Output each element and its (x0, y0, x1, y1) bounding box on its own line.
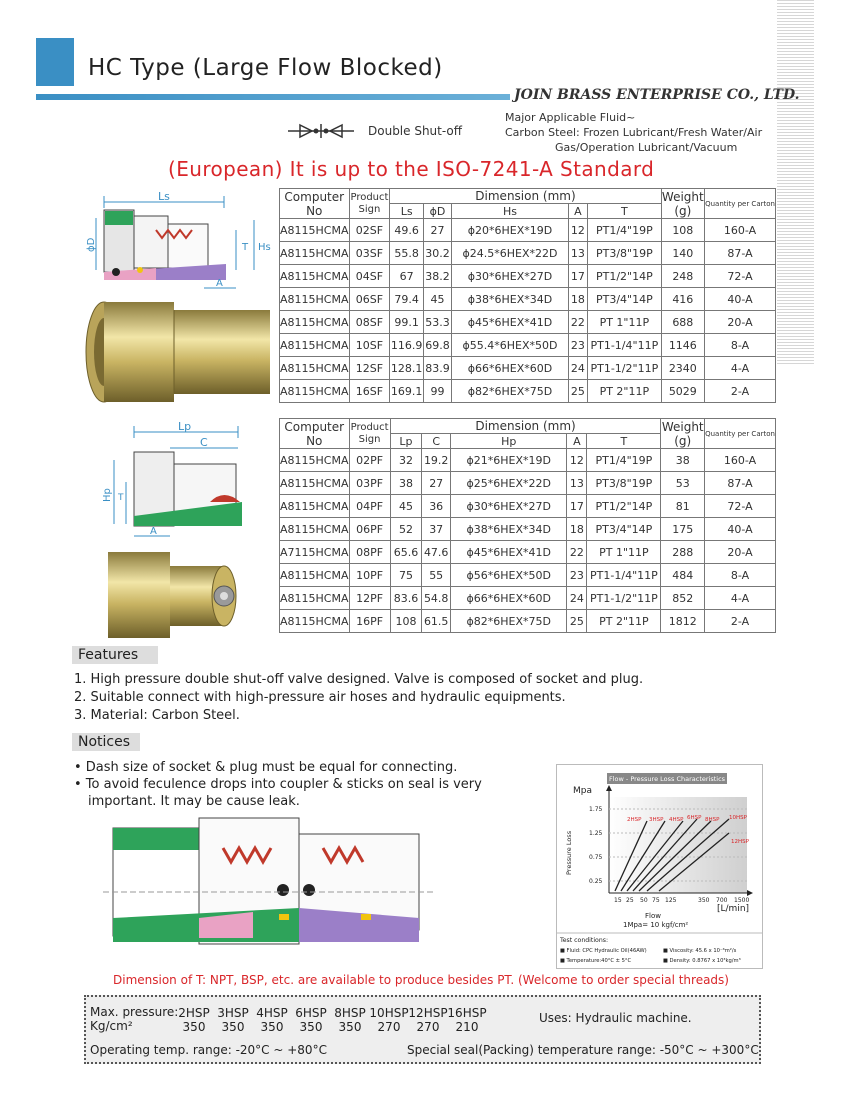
list-item: • To avoid feculence drops into coupler & sticks on seal is very important. It may be cause leak. (74, 777, 482, 809)
x-unit: [L/min] (717, 904, 750, 914)
lp-label: Lp (178, 420, 192, 433)
table-cell: 06SF (349, 288, 390, 311)
socket-photo (82, 296, 278, 408)
x-tick-label: 15 (614, 897, 622, 904)
table-row (280, 610, 776, 633)
table-row (280, 288, 776, 311)
decorative-stripe (777, 0, 814, 365)
double-shutoff-symbol-icon (286, 121, 356, 141)
notices-list (74, 759, 540, 810)
table-cell: 24 (567, 587, 587, 610)
x-tick-label: 25 (626, 897, 634, 904)
table-cell: 12SF (349, 357, 390, 380)
table-cell: ϕ20*6HEX*19D (452, 219, 568, 242)
table-cell: 13 (568, 242, 587, 265)
hs-label: Hs (258, 242, 271, 253)
pressure-value: 350 (338, 1020, 362, 1034)
size-label: 6HSP (295, 1006, 327, 1020)
table-cell: 37 (422, 518, 451, 541)
qty-header: Quantity per Carton (705, 189, 776, 219)
size-label: 12HSP (408, 1006, 448, 1020)
table-cell: 108 (661, 219, 705, 242)
table-cell: 65.6 (390, 541, 422, 564)
operating-temp: Operating temp. range: -20°C ~ +80°C (90, 1043, 327, 1057)
plug-photo (106, 548, 256, 642)
page-title: HC Type (Large Flow Blocked) (88, 55, 443, 81)
col-header: A (568, 204, 587, 219)
product-sign-header: Product Sign (349, 189, 390, 219)
table-row (280, 541, 776, 564)
table-cell: 13 (567, 472, 587, 495)
condition-item: ■ Viscosity: 45.6 x 10⁻⁶m²/s (663, 948, 737, 954)
table-cell: 87-A (705, 242, 776, 265)
size-label: 3HSP (217, 1006, 249, 1020)
condition-item: ■ Fluid: CPC Hydraulic Oil(46AW) (560, 948, 647, 954)
condition-item: ■ Density: 0.8767 x 10³kg/m³ (663, 958, 741, 964)
table-cell: 160-A (705, 449, 776, 472)
table-cell: PT 2"11P (587, 610, 661, 633)
table-cell: 5029 (661, 380, 705, 403)
x-tick-label: 350 (698, 897, 710, 904)
conditions-title: Test conditions: (560, 937, 609, 944)
col-header: ϕD (423, 204, 451, 219)
table-cell: 20-A (705, 541, 776, 564)
table-cell: ϕ21*6HEX*19D (451, 449, 567, 472)
table-cell: 30.2 (423, 242, 451, 265)
table-cell: 75 (390, 564, 422, 587)
table-cell: ϕ82*6HEX*75D (452, 380, 568, 403)
col-header: Lp (390, 434, 422, 449)
computer-no-header: Computer No (280, 419, 350, 449)
dimension-note: Dimension of T: NPT, BSP, etc. are available to produce besides PT. (Welcome to order special threads) (113, 973, 729, 987)
table-cell: 19.2 (422, 449, 451, 472)
y-tick-label: 0.75 (589, 854, 603, 861)
table-cell: ϕ24.5*6HEX*22D (452, 242, 568, 265)
y-tick-label: 1.75 (589, 806, 603, 813)
table-cell: 8-A (705, 564, 776, 587)
table-row (280, 219, 776, 242)
series-label: 2HSP (627, 817, 642, 823)
table-cell: ϕ38*6HEX*34D (451, 518, 567, 541)
chart-note: 1Mpa= 10 kgf/cm² (623, 921, 689, 929)
col-header: T (588, 204, 661, 219)
table-cell: ϕ45*6HEX*41D (452, 311, 568, 334)
table-cell: 288 (661, 541, 705, 564)
table-row (280, 357, 776, 380)
chart-title: Flow - Pressure Loss Characteristics (609, 775, 726, 783)
dimension-header: Dimension (mm) (390, 419, 661, 434)
condition-item: ■ Temperature:40°C ± 5°C (560, 958, 632, 964)
table-cell: 47.6 (422, 541, 451, 564)
table-cell: 52 (390, 518, 422, 541)
chart-canvas (557, 765, 762, 968)
table-cell: 87-A (705, 472, 776, 495)
ls-label: Ls (158, 190, 170, 203)
standard-heading: (European) It is up to the ISO-7241-A Standard (168, 157, 655, 181)
table-cell: 08SF (349, 311, 390, 334)
table-cell: PT 2"11P (588, 380, 661, 403)
table-cell: 10PF (349, 564, 390, 587)
y-unit: Mpa (573, 786, 592, 796)
table-cell: PT3/8"19P (587, 472, 661, 495)
table-cell: 4-A (705, 587, 776, 610)
table-cell: ϕ66*6HEX*60D (451, 587, 567, 610)
table-cell: A8115HCMA (280, 265, 350, 288)
t-label: T (242, 242, 249, 253)
table-cell: 83.9 (423, 357, 451, 380)
pressure-column (330, 1006, 370, 1034)
seal-temp: Special seal(Packing) temperature range: -50°C ~ +300°C (407, 1043, 759, 1057)
table-cell: PT1-1/4"11P (587, 564, 661, 587)
list-item: • Dash size of socket & plug must be equal for connecting. (74, 760, 458, 775)
table-cell: 10SF (349, 334, 390, 357)
series-label: 4HSP (669, 817, 684, 823)
title-rule (36, 94, 510, 100)
table-cell: 17 (567, 495, 587, 518)
table-cell: 2-A (705, 610, 776, 633)
pressure-value: 270 (377, 1020, 401, 1034)
pressure-column (252, 1006, 292, 1034)
table-cell: 54.8 (422, 587, 451, 610)
table-cell: 55 (422, 564, 451, 587)
max-pressure-label: Max. pressure: Kg/cm² (90, 1005, 179, 1033)
plug-spec-table (279, 418, 776, 633)
table-cell: 27 (423, 219, 451, 242)
table-cell: PT1/4"19P (587, 449, 661, 472)
table-cell: 53 (661, 472, 705, 495)
table-cell: 55.8 (390, 242, 423, 265)
table-cell: PT3/4"14P (587, 518, 661, 541)
table-cell: 17 (568, 265, 587, 288)
applicable-fluid (505, 110, 762, 155)
table-cell: 79.4 (390, 288, 423, 311)
table-cell: ϕ55.4*6HEX*50D (452, 334, 568, 357)
table-cell: ϕ45*6HEX*41D (451, 541, 567, 564)
table-row (280, 334, 776, 357)
table-cell: 852 (661, 587, 705, 610)
table-cell: 45 (390, 495, 422, 518)
table-row (280, 242, 776, 265)
pressure-column (408, 1006, 448, 1034)
a-label: A (216, 278, 223, 289)
table-cell: PT1-1/2"11P (587, 587, 661, 610)
c-label: C (200, 436, 208, 449)
table-cell: A8115HCMA (280, 472, 350, 495)
table-cell: 36 (422, 495, 451, 518)
table-cell: A8115HCMA (280, 449, 350, 472)
size-label: 4HSP (256, 1006, 288, 1020)
y-tick-label: 0.25 (589, 878, 603, 885)
table-row (280, 472, 776, 495)
pressure-column (291, 1006, 331, 1034)
table-cell: ϕ82*6HEX*75D (451, 610, 567, 633)
table-cell: A8115HCMA (280, 219, 350, 242)
table-cell: 38.2 (423, 265, 451, 288)
series-label: 3HSP (649, 817, 664, 823)
table-cell: PT1/2"14P (587, 495, 661, 518)
plug-t-label: T (118, 493, 124, 503)
col-header: T (587, 434, 661, 449)
table-cell: 03PF (349, 472, 390, 495)
table-cell: PT3/4"14P (588, 288, 661, 311)
table-cell: 2-A (705, 380, 776, 403)
dimension-header: Dimension (mm) (390, 189, 661, 204)
table-cell: ϕ25*6HEX*22D (451, 472, 567, 495)
series-label: 12HSP (731, 839, 749, 845)
socket-spec-table (279, 188, 776, 403)
pressure-column (447, 1006, 487, 1034)
table-cell: 61.5 (422, 610, 451, 633)
table-row (280, 495, 776, 518)
list-item: 3. Material: Carbon Steel. (74, 708, 240, 723)
table-cell: A8115HCMA (280, 587, 350, 610)
table-cell: 27 (422, 472, 451, 495)
table-cell: 248 (661, 265, 705, 288)
table-row (280, 518, 776, 541)
table-cell: 02SF (349, 219, 390, 242)
table-cell: 22 (567, 541, 587, 564)
fluid-line: Gas/Operation Lubricant/Vacuum (555, 141, 738, 154)
chart-x-ticks (614, 897, 749, 904)
fluid-line: Major Applicable Fluid~ (505, 111, 636, 124)
pressure-value: 210 (455, 1020, 479, 1034)
table-row (280, 587, 776, 610)
table-cell: 12PF (349, 587, 390, 610)
y-tick-label: 1.25 (589, 830, 603, 837)
table-cell: 16SF (349, 380, 390, 403)
table-cell: 23 (568, 334, 587, 357)
socket-drawing (86, 190, 274, 294)
table-cell: 8-A (705, 334, 776, 357)
table-cell: 16PF (349, 610, 390, 633)
table-cell: 45 (423, 288, 451, 311)
series-label: 8HSP (705, 817, 720, 823)
table-cell: 69.8 (423, 334, 451, 357)
x-tick-label: 125 (665, 897, 677, 904)
table-cell: 1146 (661, 334, 705, 357)
table-cell: 02PF (349, 449, 390, 472)
table-cell: A7115HCMA (280, 541, 350, 564)
table-cell: 99.1 (390, 311, 423, 334)
table-cell: 1812 (661, 610, 705, 633)
table-cell: A8115HCMA (280, 311, 350, 334)
table-cell: ϕ38*6HEX*34D (452, 288, 568, 311)
table-cell: 04SF (349, 265, 390, 288)
table-cell: 24 (568, 357, 587, 380)
x-tick-label: 50 (640, 897, 648, 904)
col-header: C (422, 434, 451, 449)
pressure-value: 350 (299, 1020, 323, 1034)
weight-header: Weight (g) (661, 189, 704, 218)
table-cell: ϕ66*6HEX*60D (452, 357, 568, 380)
table-row (280, 564, 776, 587)
x-tick-label: 1500 (734, 897, 750, 904)
table-cell: A8115HCMA (280, 242, 350, 265)
size-label: 16HSP (447, 1006, 487, 1020)
size-label: 2HSP (178, 1006, 210, 1020)
x-tick-label: 75 (652, 897, 660, 904)
table-cell: 140 (661, 242, 705, 265)
table-cell: 72-A (705, 495, 776, 518)
table-cell: PT1-1/4"11P (588, 334, 661, 357)
flow-pressure-chart (556, 764, 763, 969)
table-cell: PT1/2"14P (588, 265, 661, 288)
features-heading: Features (72, 646, 158, 664)
table-cell: PT 1"11P (588, 311, 661, 334)
weight-header: Weight (g) (661, 419, 704, 448)
table-row (280, 449, 776, 472)
table-cell: 83.6 (390, 587, 422, 610)
table-row (280, 380, 776, 403)
table-cell: 108 (390, 610, 422, 633)
table-cell: 416 (661, 288, 705, 311)
table-cell: 08PF (349, 541, 390, 564)
x-axis-label: Flow (645, 912, 661, 920)
d-label: ϕD (86, 237, 97, 252)
table-cell: 99 (423, 380, 451, 403)
table-cell: 4-A (705, 357, 776, 380)
table-cell: 49.6 (390, 219, 423, 242)
series-label: 6HSP (687, 815, 702, 821)
table-cell: A8115HCMA (280, 288, 350, 311)
uses-text: Uses: Hydraulic machine. (539, 1011, 692, 1025)
table-cell: 169.1 (390, 380, 423, 403)
table-cell: PT 1"11P (587, 541, 661, 564)
pressure-column (174, 1006, 214, 1034)
table-cell: 06PF (349, 518, 390, 541)
table-cell: PT1/4"19P (588, 219, 661, 242)
table-row (280, 265, 776, 288)
fluid-line: Carbon Steel: Frozen Lubricant/Fresh Water/Air (505, 126, 763, 139)
col-header: Hp (451, 434, 567, 449)
table-cell: A8115HCMA (280, 334, 350, 357)
table-cell: 72-A (705, 265, 776, 288)
features-list (74, 671, 643, 725)
table-cell: 175 (661, 518, 705, 541)
table-cell: A8115HCMA (280, 518, 350, 541)
table-cell: 2340 (661, 357, 705, 380)
x-tick-label: 700 (716, 897, 728, 904)
table-cell: ϕ30*6HEX*27D (451, 495, 567, 518)
col-header: A (567, 434, 587, 449)
plug-drawing (100, 420, 278, 544)
table-cell: A8115HCMA (280, 495, 350, 518)
table-cell: A8115HCMA (280, 564, 350, 587)
table-cell: A8115HCMA (280, 610, 350, 633)
title-accent-block (36, 38, 74, 86)
plug-a-label: A (150, 526, 157, 537)
table-cell: 160-A (705, 219, 776, 242)
pressure-value: 270 (416, 1020, 440, 1034)
table-cell: 20-A (705, 311, 776, 334)
table-cell: 18 (567, 518, 587, 541)
table-cell: 12 (568, 219, 587, 242)
notices-heading: Notices (72, 733, 140, 751)
y-axis-label: Pressure Loss (565, 830, 573, 875)
col-header: Ls (390, 204, 423, 219)
table-cell: 04PF (349, 495, 390, 518)
table-cell: A8115HCMA (280, 380, 350, 403)
qty-header: Quantity per Carton (705, 419, 776, 449)
table-cell: 38 (390, 472, 422, 495)
table-cell: ϕ56*6HEX*50D (451, 564, 567, 587)
computer-no-header: Computer No (280, 189, 350, 219)
pressure-spec-box (84, 995, 761, 1064)
table-cell: 53.3 (423, 311, 451, 334)
table-cell: 18 (568, 288, 587, 311)
company-name: JOIN BRASS ENTERPRISE CO., LTD. (514, 87, 800, 103)
table-cell: PT3/8"19P (588, 242, 661, 265)
list-item: 1. High pressure double shut-off valve designed. Valve is composed of socket and plug. (74, 672, 644, 687)
pressure-column (213, 1006, 253, 1034)
table-cell: 40-A (705, 288, 776, 311)
table-cell: 22 (568, 311, 587, 334)
table-row (280, 311, 776, 334)
table-cell: 484 (661, 564, 705, 587)
series-label: 10HSP (729, 815, 747, 821)
assembly-cross-section (103, 808, 433, 966)
table-cell: A8115HCMA (280, 357, 350, 380)
table-cell: 688 (661, 311, 705, 334)
table-cell: 12 (567, 449, 587, 472)
table-cell: 81 (661, 495, 705, 518)
pressure-value: 350 (260, 1020, 284, 1034)
table-cell: 25 (567, 610, 587, 633)
table-cell: 25 (568, 380, 587, 403)
table-cell: PT1-1/2"11P (588, 357, 661, 380)
table-cell: 128.1 (390, 357, 423, 380)
table-cell: 40-A (705, 518, 776, 541)
table-cell: 23 (567, 564, 587, 587)
col-header: Hs (452, 204, 568, 219)
pressure-column (369, 1006, 409, 1034)
pressure-value: 350 (221, 1020, 245, 1034)
table-cell: 38 (661, 449, 705, 472)
product-sign-header: Product Sign (349, 419, 390, 449)
table-cell: 03SF (349, 242, 390, 265)
pressure-value: 350 (182, 1020, 206, 1034)
size-label: 10HSP (369, 1006, 409, 1020)
chart-y-ticks (589, 806, 603, 885)
size-label: 8HSP (334, 1006, 366, 1020)
hp-label: Hp (102, 488, 113, 502)
table-cell: 32 (390, 449, 422, 472)
double-shutoff-label: Double Shut-off (368, 124, 463, 138)
table-cell: ϕ30*6HEX*27D (452, 265, 568, 288)
table-cell: 67 (390, 265, 423, 288)
list-item: 2. Suitable connect with high-pressure air hoses and hydraulic equipments. (74, 690, 566, 705)
table-cell: 116.9 (390, 334, 423, 357)
